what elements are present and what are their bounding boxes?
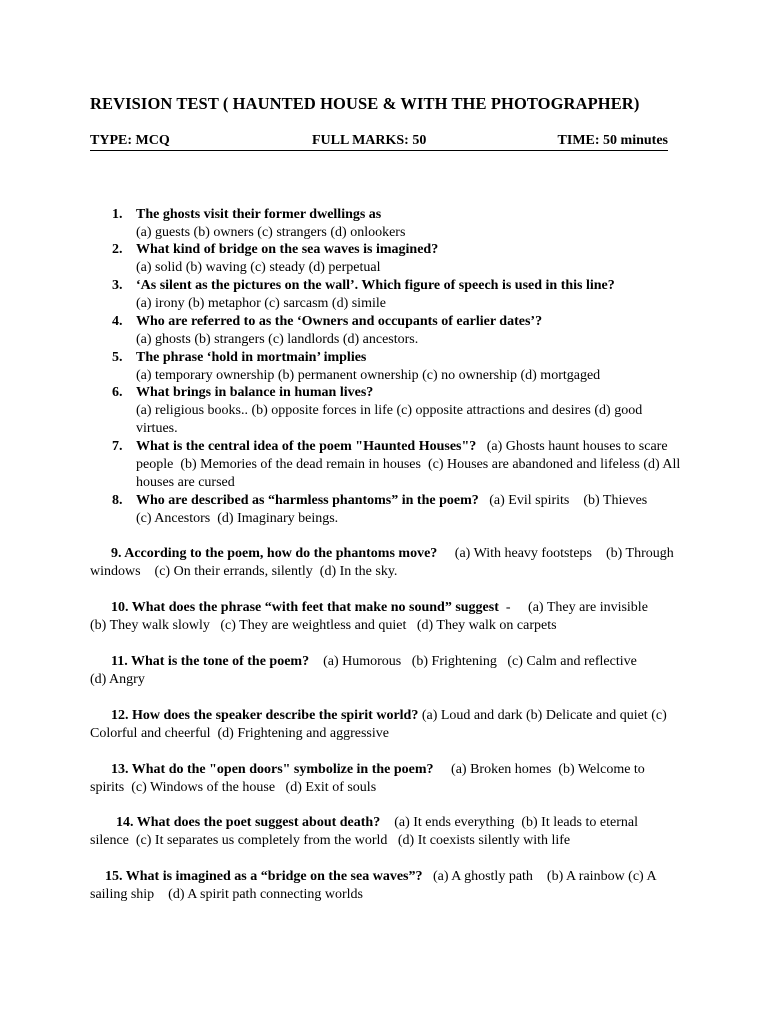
test-meta-row bbox=[90, 133, 668, 151]
question-4 bbox=[112, 313, 688, 349]
question-text: 10. What does the phrase “with feet that make no sound” suggest bbox=[111, 600, 499, 615]
question-text: 12. How does the speaker describe the spirit world? bbox=[111, 708, 419, 723]
question-text: What is the central idea of the poem "Haunted Houses"? bbox=[136, 439, 477, 454]
question-options: (a) With heavy footsteps (b) Through windows (c) On their errands, silently (d) In the sky. bbox=[90, 546, 678, 579]
question-options: (a) religious books.. (b) opposite forces in life (c) opposite attractions and desires (d) good virtues. bbox=[136, 403, 643, 436]
question-7 bbox=[112, 438, 684, 492]
question-options: (a) A ghostly path (b) A rainbow (c) A sailing ship (d) A spirit path connecting worlds bbox=[90, 869, 660, 902]
question-number: 6. bbox=[112, 385, 123, 400]
question-text: ‘As silent as the pictures on the wall’. Which figure of speech is used in this line? bbox=[136, 278, 615, 293]
question-text: 11. What is the tone of the poem? bbox=[111, 654, 310, 669]
question-text: 13. What do the "open doors" symbolize in the poem? bbox=[111, 762, 434, 777]
question-8 bbox=[112, 492, 662, 528]
question-number: 2. bbox=[112, 242, 123, 257]
question-text: The phrase ‘hold in mortmain’ implies bbox=[136, 350, 367, 365]
question-6 bbox=[112, 384, 656, 438]
question-text: 14. What does the poet suggest about death? bbox=[116, 815, 381, 830]
question-12 bbox=[90, 707, 670, 743]
question-text: 9. According to the poem, how do the phantoms move? bbox=[111, 546, 438, 561]
question-number: 4. bbox=[112, 314, 123, 329]
page-title: REVISION TEST ( HAUNTED HOUSE & WITH THE PHOTOGRAPHER) bbox=[90, 94, 640, 113]
question-text: The ghosts visit their former dwellings as bbox=[136, 207, 382, 222]
question-10 bbox=[90, 599, 674, 635]
question-options: (a) Loud and dark (b) Delicate and quiet (c) Colorful and cheerful (d) Frightening and aggressive bbox=[90, 708, 671, 741]
question-text: Who are described as “harmless phantoms” in the poem? bbox=[136, 493, 479, 508]
question-options: (a) guests (b) owners (c) strangers (d) onlookers bbox=[136, 225, 406, 240]
question-options: (a) irony (b) metaphor (c) sarcasm (d) simile bbox=[136, 296, 386, 311]
question-3 bbox=[112, 277, 688, 313]
question-options: (a) Broken homes (b) Welcome to spirits (c) Windows of the house (d) Exit of souls bbox=[90, 762, 649, 795]
question-text: What brings in balance in human lives? bbox=[136, 385, 374, 400]
question-number: 8. bbox=[112, 493, 123, 508]
question-options: (a) Ghosts haunt houses to scare people (b) Memories of the dead remain in houses (c) Houses are abandoned and lifeless (d) All houses are cursed bbox=[136, 439, 684, 490]
question-14 bbox=[90, 814, 674, 850]
question-options: (a) ghosts (b) strangers (c) landlords (d) ancestors. bbox=[136, 332, 419, 347]
question-11 bbox=[90, 653, 641, 689]
time-limit: TIME: 50 minutes bbox=[557, 133, 668, 148]
question-text: Who are referred to as the ‘Owners and occupants of earlier dates’? bbox=[136, 314, 543, 329]
question-number: 1. bbox=[112, 207, 123, 222]
question-text: What kind of bridge on the sea waves is imagined? bbox=[136, 242, 439, 257]
full-marks: FULL MARKS: 50 bbox=[312, 133, 427, 148]
question-options: - (a) They are invisible (b) They walk slowly (c) They are weightless and quiet (d) They walk on carpets bbox=[90, 600, 662, 633]
question-text: 15. What is imagined as a “bridge on the sea waves”? bbox=[105, 869, 423, 884]
test-type: TYPE: MCQ bbox=[90, 133, 170, 148]
question-options: (a) It ends everything (b) It leads to eternal silence (c) It separates us completely from the world (d) It coexists silently with life bbox=[90, 815, 642, 848]
question-number: 5. bbox=[112, 350, 123, 365]
question-5 bbox=[112, 349, 688, 385]
question-9 bbox=[90, 545, 678, 581]
question-15 bbox=[90, 868, 668, 904]
question-options: (a) Evil spirits (b) Thieves (c) Ancestors (d) Imaginary beings. bbox=[136, 493, 662, 526]
question-options: (a) temporary ownership (b) permanent ownership (c) no ownership (d) mortgaged bbox=[136, 368, 601, 383]
question-number: 3. bbox=[112, 278, 123, 293]
question-13 bbox=[90, 761, 674, 797]
question-2 bbox=[112, 241, 688, 277]
question-1 bbox=[112, 206, 688, 242]
question-options: (a) Humorous (b) Frightening (c) Calm and reflective (d) Angry bbox=[90, 654, 641, 687]
question-number: 7. bbox=[112, 439, 123, 454]
question-options: (a) solid (b) waving (c) steady (d) perpetual bbox=[136, 260, 381, 275]
